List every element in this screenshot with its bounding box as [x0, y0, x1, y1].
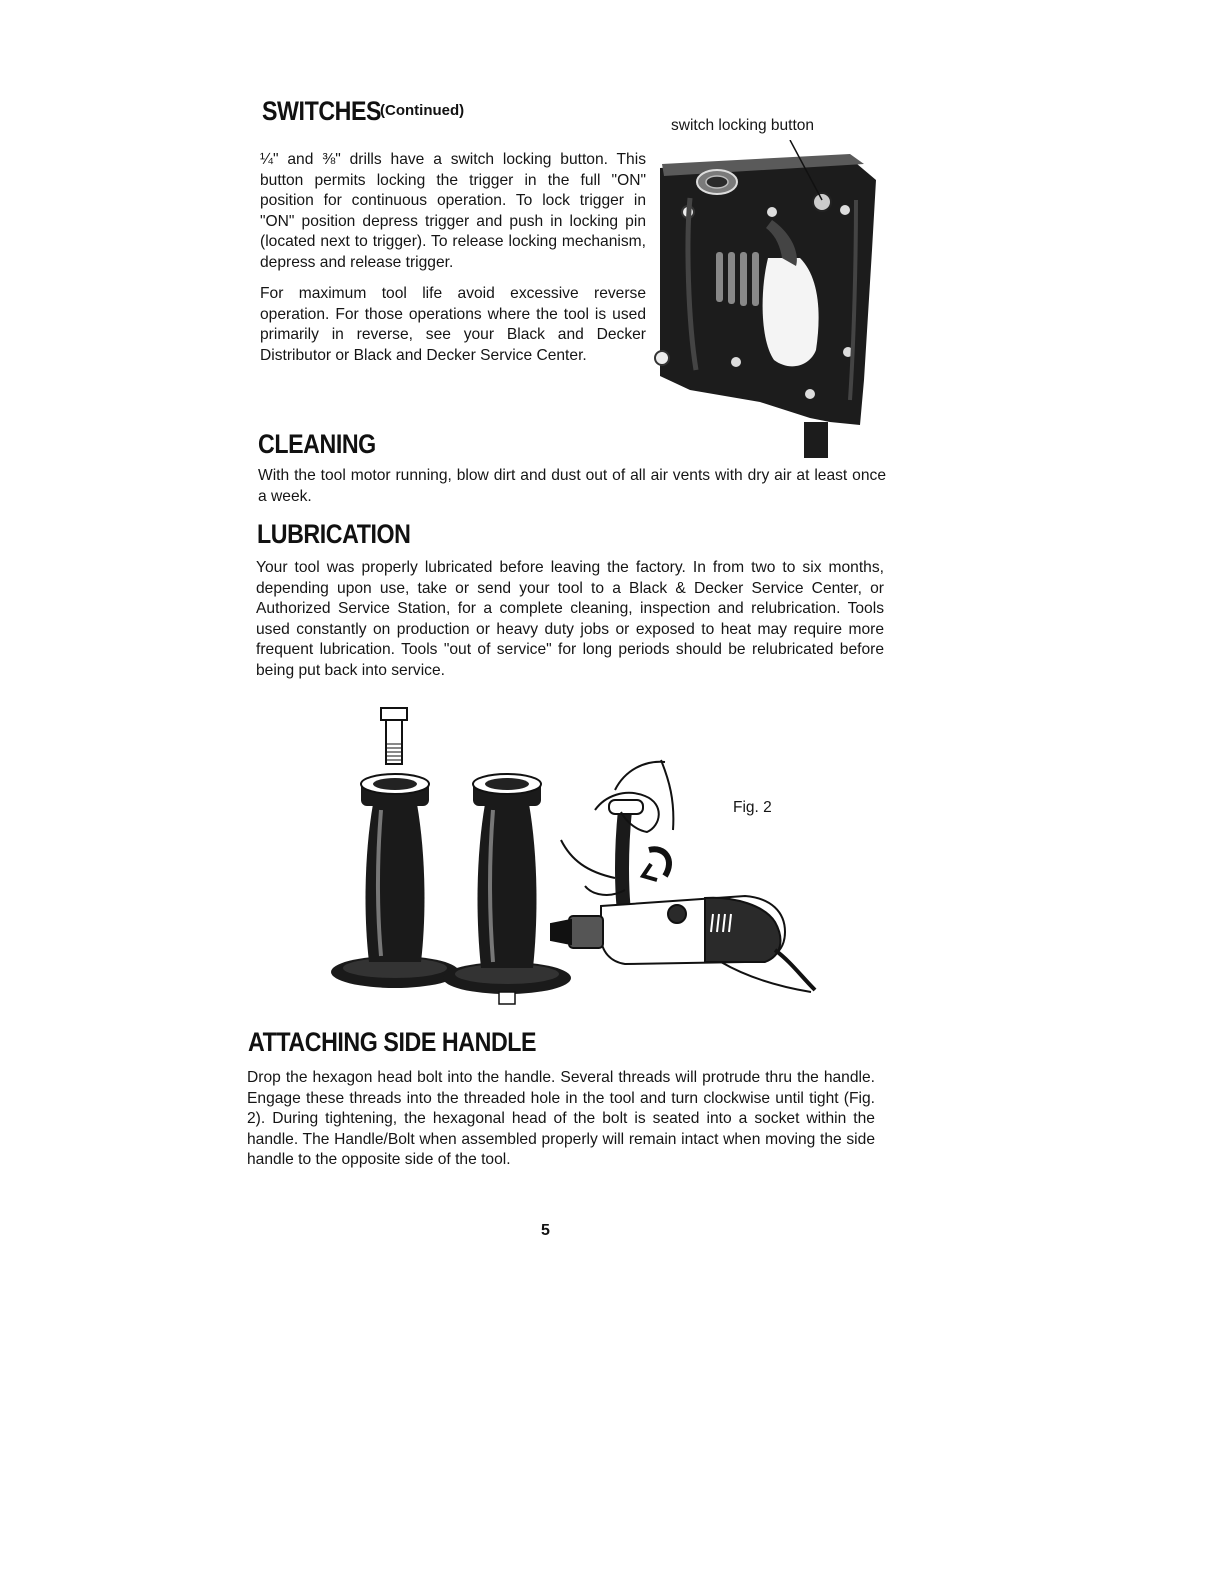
side-handle-paragraph: Drop the hexagon head bolt into the handle. Several threads will protrude thru the handle. Engage these threads into the threaded hole in the tool and turn clockwise until tight (Fig. 2). During tightening, the hexagonal head of the bolt is seated into a socket within the handle. The Handle/Bolt when assembled properly will remain intact when moving the side handle to the opposite side of the tool. [247, 1069, 875, 1168]
side-handle-figure [325, 700, 825, 1010]
switch-figure-caption: switch locking button [671, 117, 815, 134]
switches-paragraph-2: For maximum tool life avoid excessive reverse operation. For those operations where the tool is used primarily in reverse, see your Black and Decker Distributor or Black and Decker Service Center. [260, 285, 646, 364]
side-handle-illustration-2 [443, 774, 571, 1004]
hex-bolt-illustration [381, 708, 407, 764]
cleaning-heading: CLEANING [258, 429, 376, 459]
cleaning-paragraph: With the tool motor running, blow dirt and dust out of all air vents with dry air at least once a week. [258, 467, 886, 505]
switches-subheading: (Continued) [380, 102, 465, 119]
side-handle-heading: ATTACHING SIDE HANDLE [248, 1027, 537, 1057]
switches-heading: SWITCHES [262, 96, 382, 126]
switches-paragraph-1: ¼" and ⅜" drills have a switch locking button. This button permits locking the trigger in the full "ON" position for continuous operation. To lock trigger in "ON" position depress trigger and push in locking pin (located next to trigger). To release locking mechanism, depress and release trigger. [260, 151, 646, 271]
side-handle-illustration-1 [331, 774, 459, 988]
figure-2-label: Fig. 2 [733, 799, 772, 816]
drill-with-hands-illustration [551, 760, 815, 992]
drill-handle-illustration [650, 140, 882, 460]
page-number: 5 [541, 1222, 550, 1239]
lubrication-heading: LUBRICATION [257, 519, 411, 549]
lubrication-paragraph: Your tool was properly lubricated before leaving the factory. In from two to six months, depending upon use, take or send your tool to a Black & Decker Service Center, or Authorized Service Station, for a complete cleaning, inspection and relubrication. Tools used constantly on production or heavy duty jobs or exposed to heat may require more frequent lubrication. Tools "out of service" for long periods should be relubricated before being put back into service. [256, 559, 884, 679]
switches-heading-block [262, 96, 465, 127]
